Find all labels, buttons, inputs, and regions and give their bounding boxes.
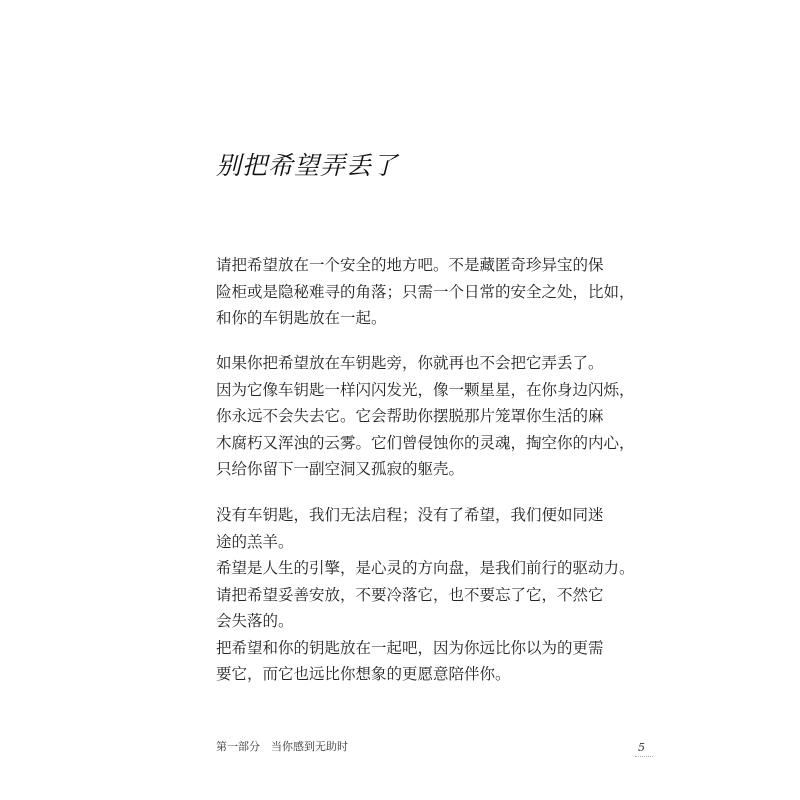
text-line: 木腐朽又浑浊的云雾。它们曾侵蚀你的灵魂，掏空你的内心， bbox=[216, 433, 635, 452]
text-line: 如果你把希望放在车钥匙旁，你就再也不会把它弄丢了。 bbox=[216, 354, 604, 372]
text-line: 没有车钥匙，我们无法启程；没有了希望，我们便如同迷 bbox=[216, 506, 604, 524]
text-line: 会失落的。 bbox=[216, 612, 294, 630]
text-line: 希望是人生的引擎，是心灵的方向盘，是我们前行的驱动力。 bbox=[216, 559, 635, 577]
paragraph-2 bbox=[216, 350, 635, 483]
text-line: 把希望和你的钥匙放在一起吧，因为你远比你以为的更需 bbox=[216, 638, 604, 657]
page-number-ornament bbox=[635, 756, 653, 759]
text-line: 只给你留下一副空洞又孤寂的躯壳。 bbox=[216, 460, 465, 478]
text-line: 和你的车钥匙放在一起。 bbox=[216, 309, 387, 327]
text-line: 险柜或是隐秘难寻的角落；只需一个日常的安全之处，比如， bbox=[216, 282, 635, 301]
text-line: 请把希望放在一个安全的地方吧。不是藏匿奇珍异宝的保 bbox=[216, 256, 604, 274]
footer-section-title: 第一部分 当你感到无助时 bbox=[216, 740, 348, 753]
chapter-title: 别把希望弄丢了 bbox=[216, 151, 399, 180]
paragraph-1 bbox=[216, 252, 635, 332]
text-line: 因为它像车钥匙一样闪闪发光，像一颗星星，在你身边闪烁， bbox=[216, 380, 635, 399]
page-number: 5 bbox=[638, 741, 645, 754]
text-line: 要它，而它也远比你想象的更愿意陪伴你。 bbox=[216, 665, 511, 683]
text-line: 途的羔羊。 bbox=[216, 532, 294, 551]
paragraph-3 bbox=[216, 502, 635, 688]
text-line: 请把希望妥善安放，不要冷落它，也不要忘了它，不然它 bbox=[216, 585, 604, 604]
text-line: 你永远不会失去它。它会帮助你摆脱那片笼罩你生活的麻 bbox=[216, 407, 604, 425]
